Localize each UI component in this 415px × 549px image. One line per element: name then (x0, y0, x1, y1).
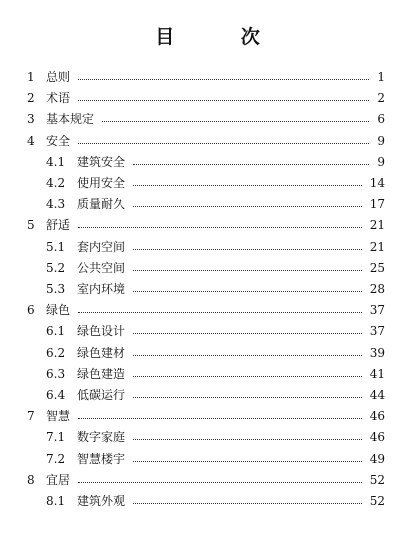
toc-entry-title: 使用安全 (77, 176, 126, 190)
toc-entry-number: 6.3 (46, 366, 66, 381)
toc-entry-leader (133, 185, 362, 186)
toc-entry-leader (133, 461, 362, 462)
toc-entry[interactable] (0, 89, 415, 107)
toc-entry-number: 5.3 (46, 282, 66, 296)
toc-entry[interactable] (0, 386, 415, 404)
toc-entry[interactable] (0, 301, 415, 319)
toc-entry-number: 4.3 (46, 197, 66, 212)
toc-entry-page: 9 (377, 154, 385, 169)
toc-entry-title: 绿色设计 (77, 324, 126, 339)
toc-entry-leader (78, 100, 369, 101)
toc-entry-title: 绿色 (46, 303, 71, 318)
toc-entry-page: 44 (369, 388, 385, 402)
toc-entry-page: 14 (369, 176, 385, 190)
toc-entry-title: 宜居 (46, 472, 71, 487)
toc-entry-number: 8.1 (46, 494, 66, 508)
toc-entry-page: 2 (377, 91, 385, 106)
toc-entry[interactable] (0, 132, 415, 150)
toc-entry-leader (133, 397, 362, 398)
toc-entry-number: 6.4 (46, 388, 66, 402)
toc-entry-leader (133, 376, 362, 377)
toc-entry-page: 21 (369, 239, 385, 254)
toc-entry[interactable] (0, 153, 415, 171)
toc-entry-title: 套内空间 (77, 239, 126, 254)
toc-entry-page: 6 (377, 112, 385, 127)
page-title: 目 次 (155, 26, 290, 48)
toc-entry-number: 6.1 (46, 324, 66, 339)
toc-entry-title: 术语 (46, 91, 71, 106)
toc-entry-number: 6.2 (46, 345, 66, 360)
toc-entry-title: 绿色建造 (77, 366, 126, 381)
toc-entry-title: 安全 (46, 133, 71, 148)
toc-entry-number: 3 (27, 112, 35, 127)
toc-entry-leader (78, 79, 369, 80)
toc-entry-number: 7 (27, 409, 35, 424)
toc-entry-number: 6 (27, 303, 35, 318)
toc-entry-title: 智慧楼宇 (77, 451, 126, 466)
toc-entry[interactable] (0, 450, 415, 468)
toc-entry-leader (102, 121, 369, 122)
toc-entry[interactable] (0, 195, 415, 213)
toc-entry-title: 室内环境 (77, 282, 126, 296)
toc-entry-page: 28 (369, 282, 385, 296)
toc-entry[interactable] (0, 407, 415, 425)
toc-entry-number: 2 (27, 91, 35, 106)
toc-entry-number: 4 (27, 133, 35, 148)
toc-entry[interactable] (0, 280, 415, 298)
toc-entry-page: 52 (369, 494, 385, 508)
toc-entry-title: 基本规定 (46, 112, 95, 127)
toc-entry[interactable] (0, 216, 415, 234)
toc-entry-leader (133, 439, 362, 440)
toc-entry[interactable] (0, 365, 415, 383)
toc-entry-leader (78, 482, 362, 483)
toc-entry-page: 39 (369, 345, 385, 360)
toc-entry-title: 质量耐久 (77, 197, 126, 212)
toc-entry-leader (78, 312, 362, 313)
toc-entry-title: 总则 (46, 70, 71, 84)
toc-entry-number: 8 (27, 472, 35, 487)
toc-entry-title: 公共空间 (77, 260, 126, 275)
toc-entry-number: 5.1 (46, 239, 66, 254)
toc-entry-page: 25 (369, 260, 385, 275)
toc-entry-number: 5 (27, 218, 35, 233)
toc-entry-page: 41 (369, 366, 385, 381)
toc-entry-page: 46 (369, 430, 385, 445)
toc-entry-title: 绿色建材 (77, 345, 126, 360)
toc-entry[interactable] (0, 322, 415, 340)
toc-entry[interactable] (0, 428, 415, 446)
toc-entry-page: 49 (369, 451, 385, 466)
toc-entry-title: 舒适 (46, 218, 71, 233)
toc-entry-title: 低碳运行 (77, 388, 126, 402)
toc-entry-page: 37 (369, 303, 385, 318)
toc-entry[interactable] (0, 492, 415, 510)
toc-entry-page: 1 (377, 70, 385, 84)
toc-entry[interactable] (0, 471, 415, 489)
toc-entry-leader (133, 333, 362, 334)
toc-entry-leader (133, 503, 362, 504)
toc-entry-leader (133, 291, 362, 292)
toc-entry-leader (78, 227, 362, 228)
toc-entry-page: 52 (369, 472, 385, 487)
toc-entry-number: 4.1 (46, 154, 66, 169)
toc-entry-title: 智慧 (46, 409, 71, 424)
toc-entry[interactable] (0, 174, 415, 192)
toc-entry-leader (133, 164, 369, 165)
toc-entry-page: 17 (369, 197, 385, 212)
toc-entry-number: 4.2 (46, 176, 66, 190)
toc-entry-page: 37 (369, 324, 385, 339)
toc-entry-leader (133, 355, 362, 356)
toc-entry-number: 7.1 (46, 430, 66, 445)
toc-entry[interactable] (0, 110, 415, 128)
toc-entry-leader (133, 206, 362, 207)
toc-entry[interactable] (0, 68, 415, 86)
toc-entry-page: 9 (377, 133, 385, 148)
toc-entry-number: 7.2 (46, 451, 66, 466)
toc-entry-number: 5.2 (46, 260, 66, 275)
toc-entry[interactable] (0, 238, 415, 256)
toc-entry-number: 1 (27, 70, 35, 84)
toc-entry-leader (133, 249, 362, 250)
toc-entry-leader (78, 143, 369, 144)
toc-entry[interactable] (0, 259, 415, 277)
toc-entry-title: 建筑外观 (77, 494, 126, 508)
toc-entry-page: 46 (369, 409, 385, 424)
toc-entry-leader (78, 418, 362, 419)
toc-entry-leader (133, 270, 362, 271)
toc-entry-title: 数字家庭 (77, 430, 126, 445)
toc-entry[interactable] (0, 344, 415, 362)
toc-entry-title: 建筑安全 (77, 154, 126, 169)
toc-entry-page: 21 (369, 218, 385, 233)
